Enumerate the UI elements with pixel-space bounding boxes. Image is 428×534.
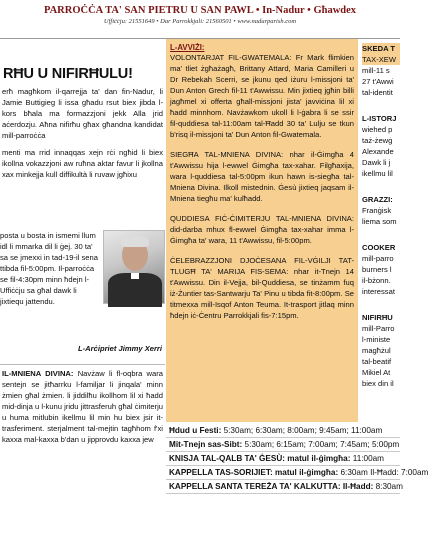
right-line: il-bżonn. bbox=[362, 276, 391, 285]
article-headline: RĦU U NIFIRĦULU! bbox=[3, 66, 133, 82]
left-notice-text: Navżaw li fl-oqbra wara sentejn se jitħarrku l-familjar li jinqala' minn żmien għal żmien. li jiddilħu ikollhom lil xi ħadd mid-dinja u l-kunu jridu jittrasferuh għal ċimiterju u huma mitlubin ikellmu lil min hu biex jsir it-trasferiment. sterjalment tal-mejtin tagħhom f'xi kaxxa mal-kaxxa b'dan u jipprovdu kaxxa jew bbox=[2, 369, 163, 444]
photo-side-text: posta u bosta in ismemi llum idl li mmarka dil li ġej. 30 ta' sa se jmexxi in tad-19-il sena ttibda fil-5:00pm. Il-parroċċa se fil-4:30pm minn ħdejn l-Uffiċċju sa għal dawk li jixtiequ jattendu. bbox=[0, 231, 98, 306]
schedule-times: 11:00am bbox=[350, 454, 384, 463]
right-line: NIFIRĦU bbox=[362, 313, 393, 322]
right-line: Franġisk bbox=[362, 206, 392, 215]
schedule-times: 5:30am; 6:30am; 8:00am; 9:45am; 11:00am bbox=[221, 426, 383, 435]
main-article bbox=[0, 44, 165, 533]
notice-celebrazzjoni: ĊELEBRAZZJONI DJOĊESANA FIL-VĠILJI TAT-TLUGĦ TA' MARIJA FIS-SEMA: nhar it-Tnejn 14 t'Awwissu. Din il-Vejja, bil-Quddiesa, se tinżamm fuq iż-Żuntier tas-Santwarju Ta' Pinu u tibda fit-8:00pm. Se titmexxa mill-Isqof Anton Teuma. It-trasport jitlaq minn ħdejn iċ-Ċentru Parrokkjali fis-7:15pm. bbox=[170, 256, 354, 320]
right-line: wiehed p bbox=[362, 125, 393, 134]
right-column bbox=[360, 39, 400, 422]
parish-title: PARROĊĊA TA' SAN PIETRU U SAN PAWL • In-Nadur • Għawdex bbox=[43, 5, 357, 16]
schedule-label: KNISJA TAL-QALB TA' ĠESÙ: matul il-ġimgħa: bbox=[169, 454, 351, 463]
left-notice bbox=[0, 364, 165, 534]
right-line: COOKER bbox=[362, 243, 396, 252]
notices-title: L-AVVIŻI: bbox=[170, 43, 205, 52]
right-line: burners l bbox=[362, 265, 392, 274]
right-line: magħżul bbox=[362, 346, 391, 355]
schedule-label: KAPPELLA SANTA TEREŻA TA' KALKUTTA: Il-Ħadd: bbox=[169, 482, 374, 491]
right-line: ikellmu lil bbox=[362, 169, 393, 178]
notice-volontarjat: VOLONTARJAT FIL-GWATEMALA: Fr Mark flimkien ma' tliet żgħażagħ, Brittany Attard, Maria Camilleri u Dr Rebekah Scerri, se jkunu qed iżuru l-missjoni ta' Dun Anton Grech fil-11 t'Awwissu. Min jixtieq jgħin billi jagħmel xi offerta għall-missjoni jista' javviċina lil xi ħadd minnhom. Navżawkom ukoll li l-ġabra li se ssir fil-quddiesa tal-11:00am tal-Ħadd 30 ta' Lulju se tkun b'risq il-missjoni ta' Dun Anton fil-Gwatemala. bbox=[170, 53, 354, 139]
article-paragraph-1: erħ magħkom il-qarrejja ta' dan fin-Nadur, li Jamie Buttigieg li issa għadu rsut biex jibda l-kors bħala ma formazzjoni jekk Alla jrid aċerdozju. Aħna nifirħu għax għandna kandidat mill-parroċċa bbox=[2, 87, 163, 140]
right-line: taż-żewġ bbox=[362, 136, 393, 145]
schedule-label: Mit-Tnejn sas-Sibt: bbox=[169, 440, 243, 449]
right-line: tal-beatif bbox=[362, 357, 392, 366]
notices-column bbox=[166, 39, 358, 422]
right-line: mill-Parro bbox=[362, 324, 395, 333]
schedule-times: 8:30am bbox=[373, 482, 403, 491]
right-line: biex din il bbox=[362, 379, 394, 388]
article-paragraph-2: menti ma rrid innaqqas xejn rċi ngħid li biex ikollna vokazzjoni aw ruħna aktar favur li jkollna xax minkejja kull diffikultà li ruvaw jgħixu bbox=[2, 148, 163, 179]
schedule-times: 6:30am Il-Ħadd: 7:00am bbox=[338, 468, 428, 477]
mass-schedule bbox=[166, 424, 428, 533]
right-line: SKEDA T bbox=[362, 43, 400, 54]
right-line: 27 t'Awwi bbox=[362, 77, 394, 86]
left-notice-title: IL-MNIENA DIVINA: bbox=[2, 369, 74, 378]
notice-siegha: SIEGĦA TAL-MNIENA DIVINA: nhar il-Ġimgħa 4 t'Awwissu hija l-ewwel Ġimgħa tax-xahar. Filgħaxija, wara l-quddiesa tal-5:00pm ikun hawn is-siegħa tal-Mniena Divina. Ilkoll mistednin. Ġesù jixtieq jaqsam il-Mniena tiegħu ma' kulħadd. bbox=[170, 150, 354, 203]
right-line: Mikiel At bbox=[362, 368, 391, 377]
right-line: L-ISTORJ bbox=[362, 114, 397, 123]
right-line: tal-identit bbox=[362, 88, 393, 97]
right-line bbox=[362, 297, 400, 308]
schedule-row bbox=[166, 424, 400, 438]
schedule-label: Ħdud u Festi: bbox=[169, 426, 222, 435]
right-line: l-ministe bbox=[362, 335, 391, 344]
right-line bbox=[362, 227, 400, 238]
right-line: interessat bbox=[362, 287, 395, 296]
masthead bbox=[0, 0, 400, 40]
schedule-row bbox=[166, 438, 400, 452]
schedule-times: 5:30am; 6:15am; 7:00am; 7:45am; 5:00pm bbox=[242, 440, 400, 449]
right-line: mill-parro bbox=[362, 254, 394, 263]
schedule-label: KAPPELLA TAS-SORIJIET: matul il-ġimgħa: bbox=[169, 468, 339, 477]
schedule-row bbox=[166, 480, 403, 494]
right-line: Alexande bbox=[362, 147, 394, 156]
schedule-row bbox=[166, 452, 400, 466]
right-line: liema som bbox=[362, 217, 397, 226]
notice-quddiesa: QUDDIESA FIĊ-ĊIMITERJU TAL-MNIENA DIVINA: did-darba mhux fl-ewwel Ġimgħa tax-xahar imma l-Ġimgħa ta' wara, 11 t'Awwissu, fil-5:00pm. bbox=[170, 214, 354, 245]
article-signature: L-Arċipriet Jimmy Xerri bbox=[78, 344, 162, 353]
right-line: TAX-XEW bbox=[362, 54, 400, 65]
right-line bbox=[362, 98, 400, 109]
priest-photo bbox=[103, 230, 165, 304]
right-line: mill-11 s bbox=[362, 66, 390, 75]
right-line: Dawk li j bbox=[362, 158, 391, 167]
schedule-row bbox=[166, 466, 428, 480]
right-line bbox=[362, 179, 400, 190]
parish-contact: Uffiċċju: 21551649 • Dar Parrokkjali: 21560501 • www.nadurparish.com bbox=[103, 18, 297, 25]
right-line: GRAZZI: bbox=[362, 195, 393, 204]
